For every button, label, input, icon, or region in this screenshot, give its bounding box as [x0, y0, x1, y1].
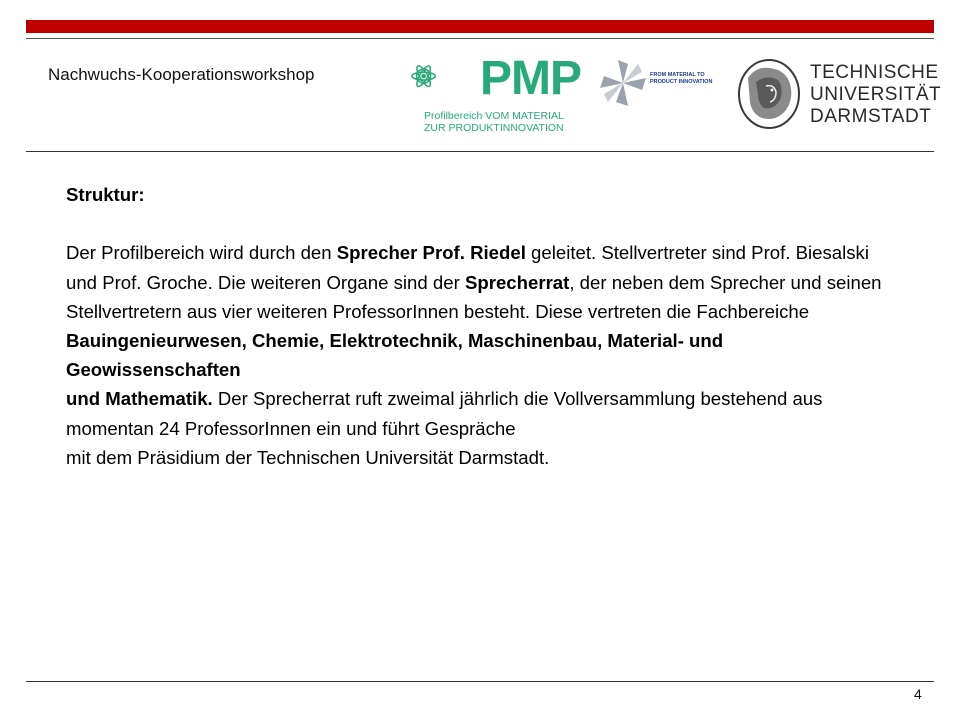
header-divider	[26, 151, 934, 152]
pmp-atom-gear-icon	[410, 52, 480, 112]
pinwheel-icon	[598, 58, 648, 108]
tu-line1: TECHNISCHE	[810, 62, 939, 83]
tu-line2: UNIVERSITÄT	[810, 84, 942, 105]
body-bold-1: Sprecher Prof. Riedel	[336, 242, 526, 264]
body-bold-3: Bauingenieurwesen, Chemie, Elektrotechnik, Maschinenbau, Material- und Geowissenschaften	[66, 330, 724, 381]
top-accent-bar	[26, 20, 934, 33]
body-bold-4: und Mathematik.	[66, 388, 213, 410]
section-heading: Struktur:	[66, 184, 145, 205]
body-text-1: Der Profilbereich wird durch den	[66, 242, 337, 264]
body-paragraph	[66, 238, 896, 472]
body-text-2: geleitet. Stellvertreter sind Prof. Biesalski und Prof. Groche. Die weiteren Organe sind der	[66, 242, 869, 293]
pmp-wordmark: PMP	[480, 52, 582, 105]
workshop-title: Nachwuchs-Kooperationsworkshop	[48, 65, 315, 84]
m2p-line2: PRODUCT INNOVATION	[650, 79, 713, 85]
pmp-subtitle-line2: ZUR PRODUKTINNOVATION	[424, 122, 564, 134]
body-text-3: , der neben dem Sprecher und seinen Stellvertretern aus vier weiteren ProfessorInnen besteht. Diese vertreten die Fachbereiche	[66, 271, 882, 322]
m2p-tagline	[650, 72, 712, 86]
tu-wordmark	[810, 62, 941, 128]
body-text-4: Der Sprecherrat ruft zweimal jährlich die Vollversammlung bestehend aus momentan 24 ProfessorInnen ein und führt Gespräche	[66, 388, 823, 439]
top-divider	[26, 38, 934, 39]
body-bold-2: Sprecherrat	[464, 271, 570, 293]
page-number: 4	[914, 686, 922, 702]
athena-seal-icon	[736, 58, 802, 130]
tu-line3: DARMSTADT	[810, 106, 932, 127]
footer-divider	[26, 681, 934, 682]
m2p-line1: FROM MATERIAL TO	[650, 72, 705, 78]
pmp-subtitle	[424, 110, 564, 134]
pmp-subtitle-line1: Profilbereich VOM MATERIAL	[424, 110, 564, 122]
body-text-5: mit dem Präsidium der Technischen Universität Darmstadt.	[66, 446, 550, 468]
slide-body	[66, 180, 896, 472]
